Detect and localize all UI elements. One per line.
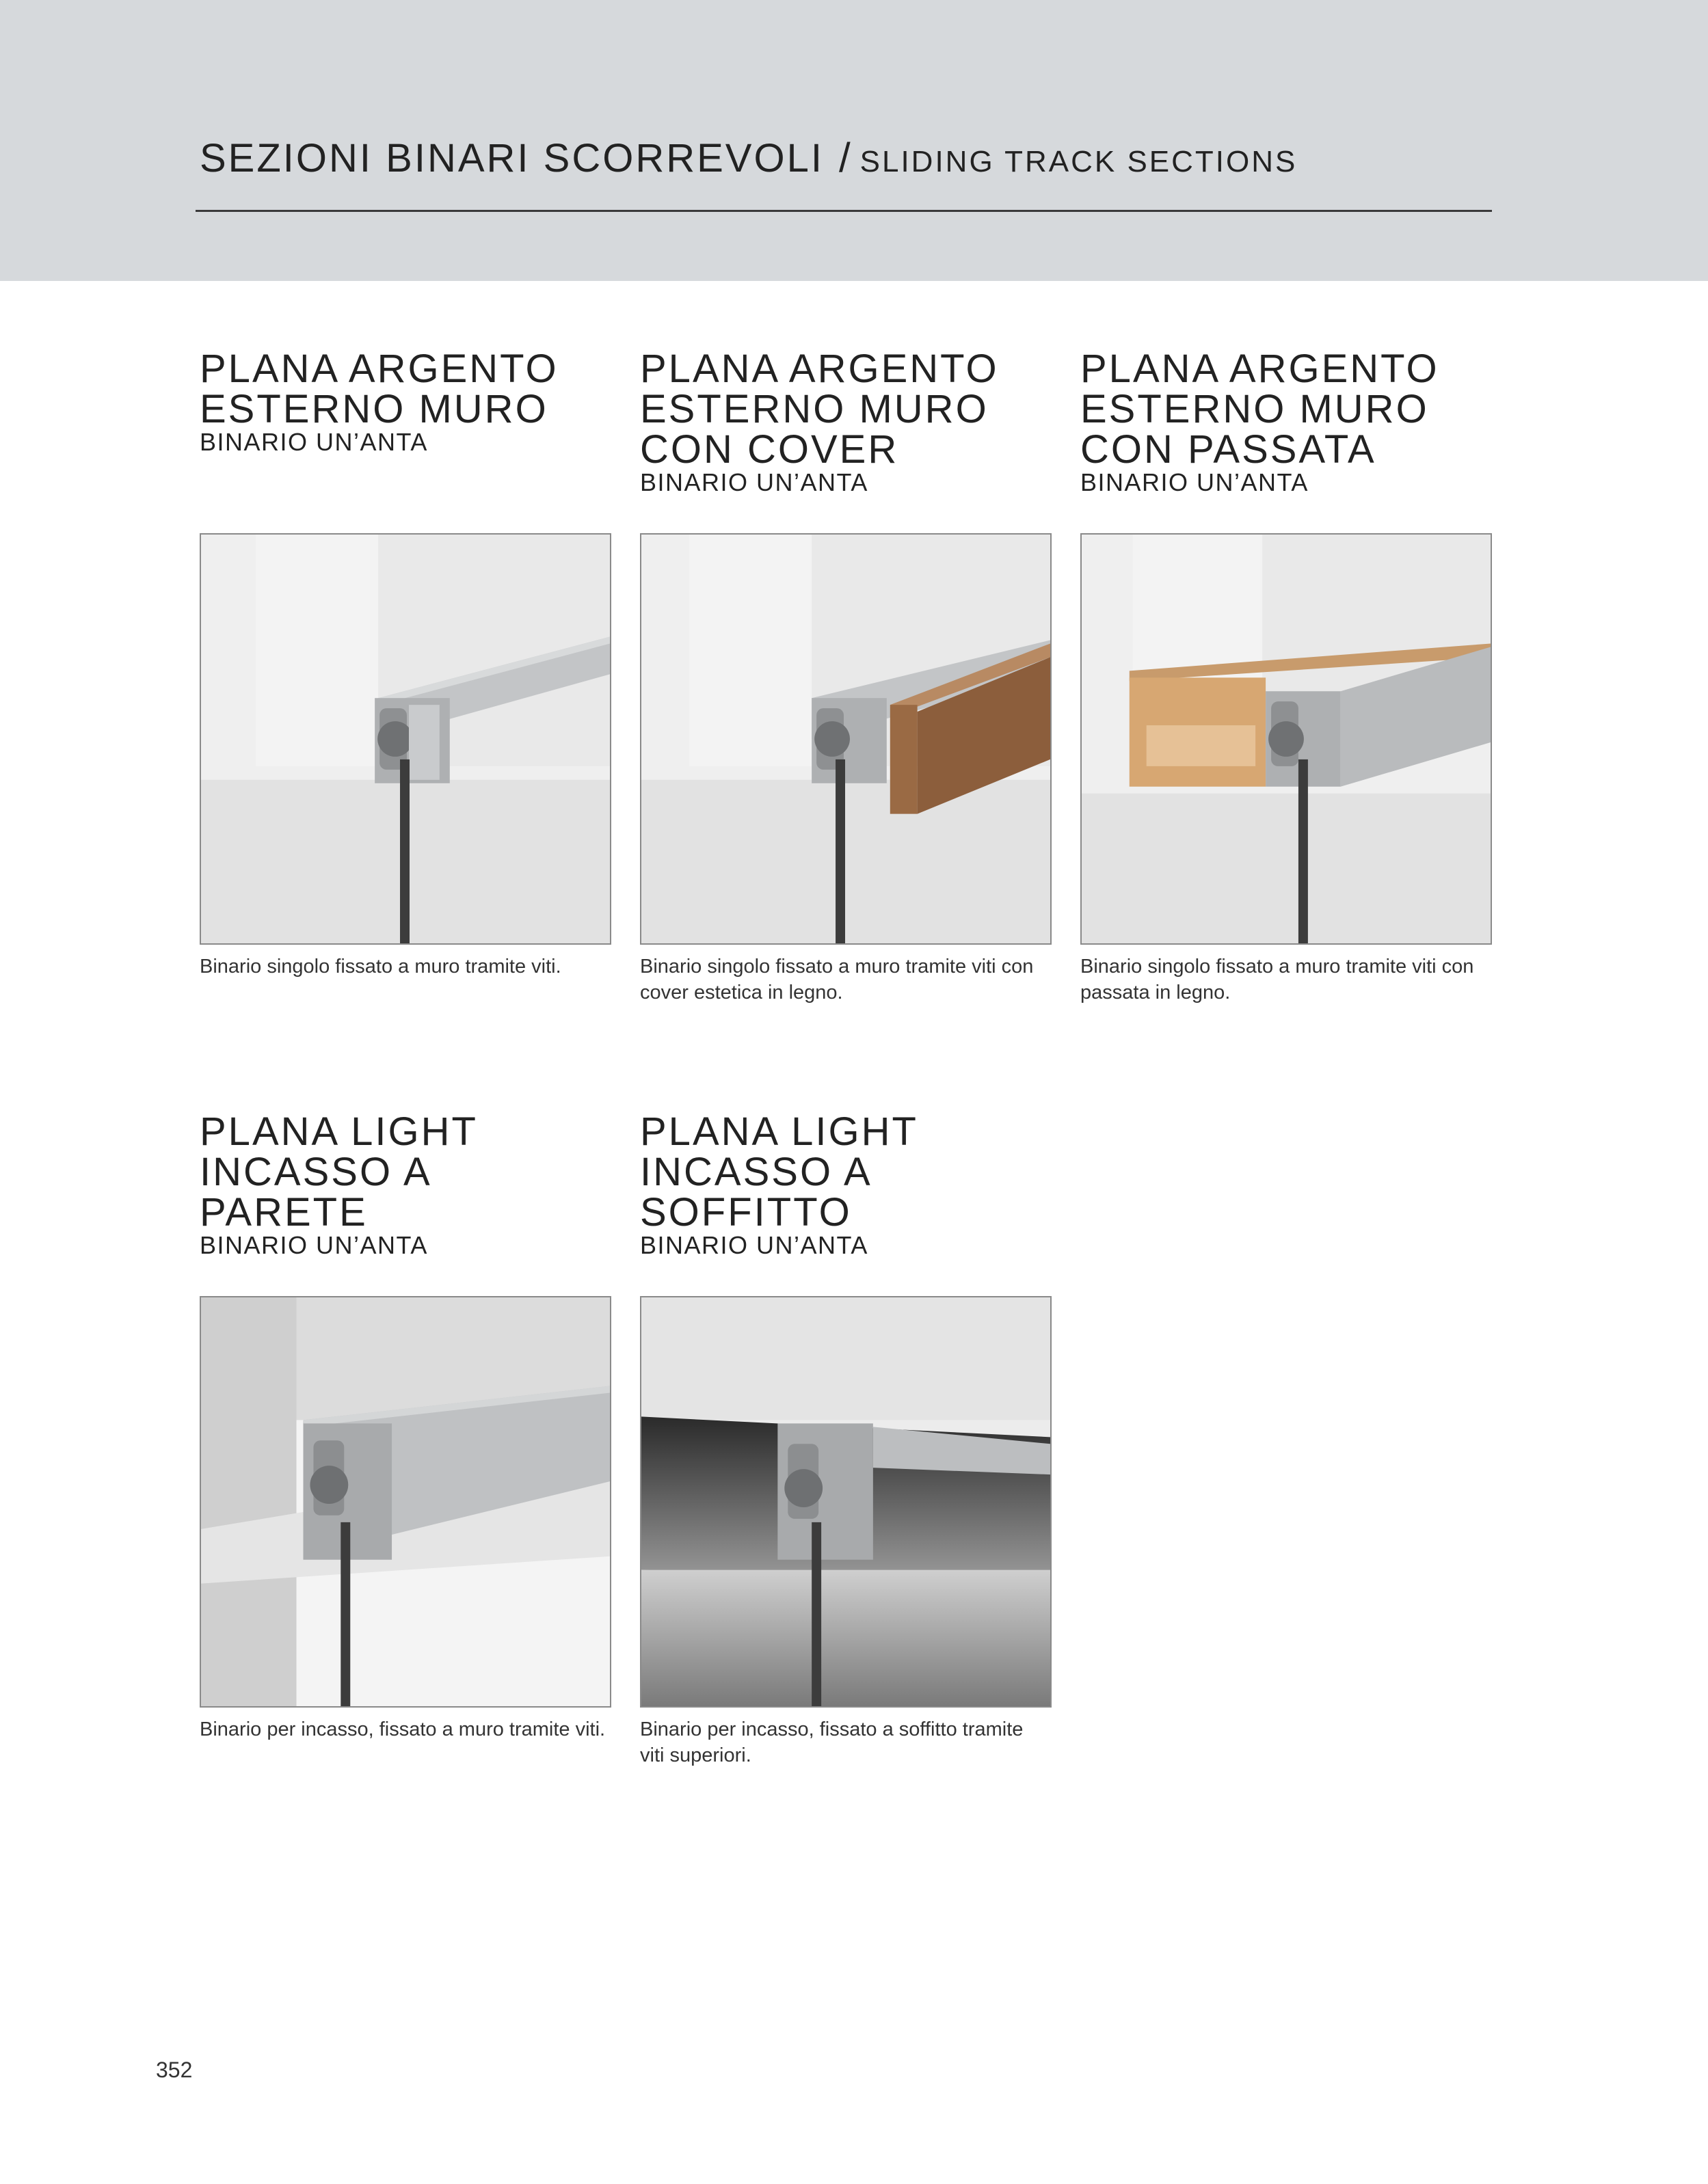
card-subtitle: BINARIO UN’ANTA bbox=[1080, 468, 1309, 496]
card-title-line: PLANA LIGHT bbox=[200, 1109, 478, 1154]
card-subtitle: BINARIO UN’ANTA bbox=[640, 468, 868, 496]
card-title-line: PLANA ARGENTO bbox=[200, 347, 559, 391]
card-subtitle: BINARIO UN’ANTA bbox=[200, 428, 428, 456]
card-subtitle: BINARIO UN’ANTA bbox=[640, 1231, 868, 1259]
page-title-italian: SEZIONI BINARI SCORREVOLI bbox=[200, 136, 824, 180]
card-caption: Binario singolo fissato a muro tramite viti. bbox=[200, 956, 561, 978]
card-title-line: CON COVER bbox=[640, 427, 899, 472]
card-title-line: PLANA LIGHT bbox=[640, 1109, 918, 1154]
section-card-plana-argento-esterno-muro bbox=[200, 347, 611, 978]
card-caption: Binario singolo fissato a muro tramite viti con passata in legno. bbox=[1080, 956, 1474, 1003]
track-render-illustration bbox=[641, 535, 1050, 943]
track-section-image bbox=[200, 1296, 611, 1708]
track-section-image bbox=[1080, 533, 1492, 945]
card-title bbox=[200, 349, 611, 429]
track-render-illustration bbox=[201, 535, 610, 943]
track-render-illustration bbox=[201, 1297, 610, 1706]
card-title-line: INCASSO A bbox=[640, 1150, 872, 1194]
card-title bbox=[1080, 349, 1492, 470]
card-title bbox=[640, 1109, 1052, 1235]
title-separator: / bbox=[838, 135, 851, 180]
track-section-image bbox=[200, 533, 611, 945]
card-title-line: CON PASSATA bbox=[1080, 427, 1376, 472]
header-divider bbox=[196, 210, 1492, 212]
section-card-plana-light-incasso-soffitto bbox=[640, 1109, 1052, 1766]
track-section-image bbox=[640, 1296, 1052, 1708]
card-title-line: ESTERNO MURO bbox=[1080, 387, 1429, 431]
track-render-illustration bbox=[641, 1297, 1050, 1706]
card-title-line: PARETE bbox=[200, 1190, 368, 1235]
card-title-line: INCASSO A bbox=[200, 1150, 432, 1194]
section-card-plana-light-incasso-parete bbox=[200, 1109, 611, 1740]
card-title bbox=[640, 349, 1052, 470]
card-subtitle: BINARIO UN’ANTA bbox=[200, 1231, 428, 1259]
card-title-line: SOFFITTO bbox=[640, 1190, 852, 1235]
section-card-plana-argento-con-passata bbox=[1080, 347, 1492, 1003]
card-title-line: PLANA ARGENTO bbox=[1080, 347, 1439, 391]
track-section-image bbox=[640, 533, 1052, 945]
card-title bbox=[200, 1109, 611, 1235]
card-title-line: ESTERNO MURO bbox=[200, 387, 548, 431]
card-title-line: ESTERNO MURO bbox=[640, 387, 989, 431]
card-title-line: PLANA ARGENTO bbox=[640, 347, 999, 391]
track-render-illustration bbox=[1082, 535, 1491, 943]
page-title-english: SLIDING TRACK SECTIONS bbox=[859, 145, 1298, 178]
card-caption: Binario per incasso, fissato a muro tramite viti. bbox=[200, 1718, 606, 1740]
section-card-plana-argento-con-cover bbox=[640, 347, 1052, 1003]
card-caption: Binario per incasso, fissato a soffitto tramite viti superiori. bbox=[640, 1718, 1024, 1766]
page-number: 352 bbox=[156, 2058, 193, 2082]
page-title bbox=[200, 134, 1297, 181]
card-caption: Binario singolo fissato a muro tramite viti con cover estetica in legno. bbox=[640, 956, 1034, 1003]
